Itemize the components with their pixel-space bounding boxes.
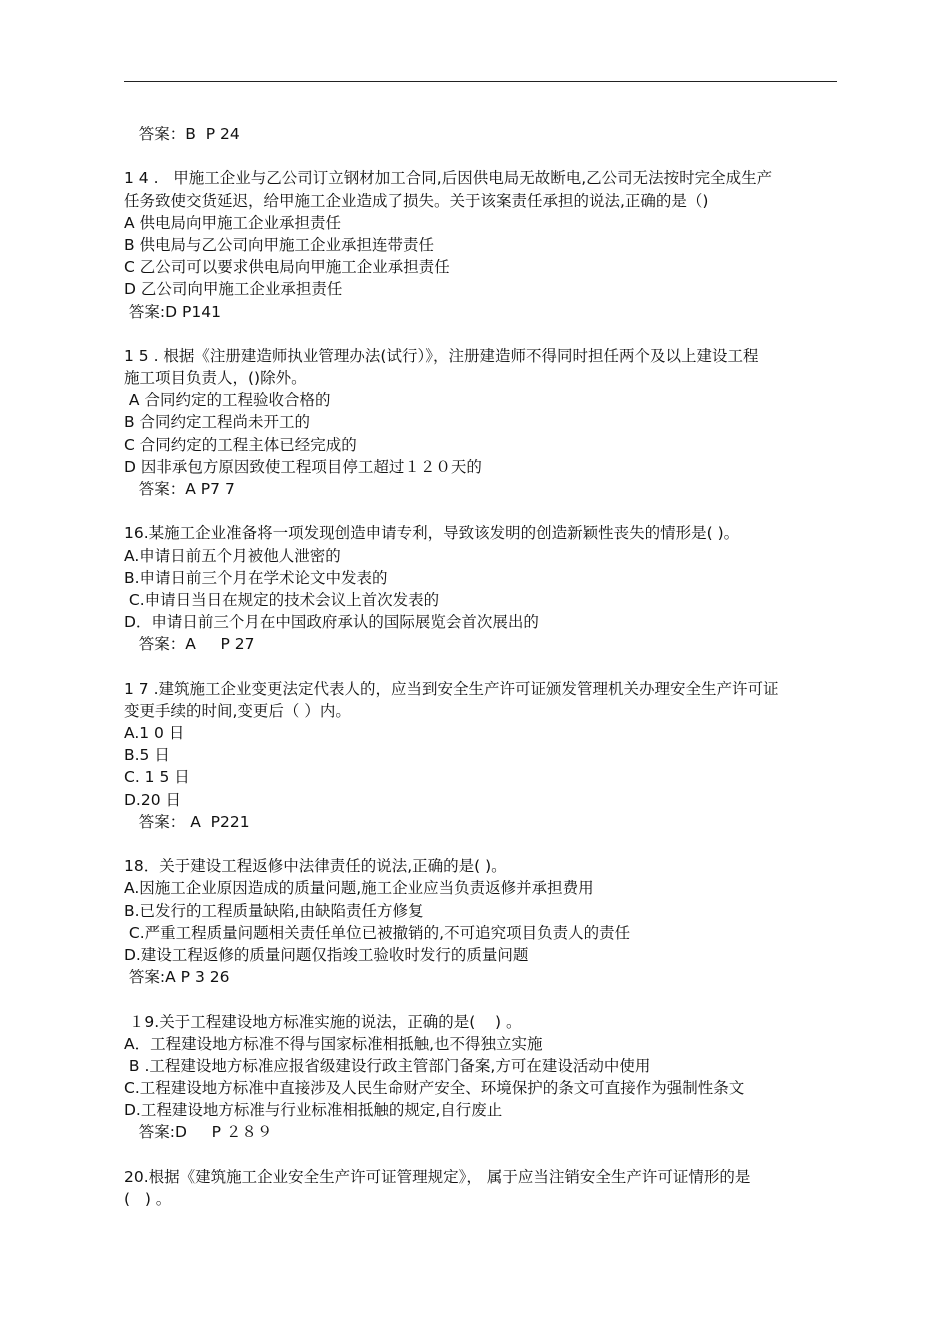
text-line: 答案：B P 24 — [124, 125, 240, 143]
text-line: 任务致使交货延迟，给甲施工企业造成了损失。关于该案责任承担的说法,正确的是（) — [124, 191, 709, 210]
question-block — [124, 522, 840, 655]
text-line: A 合同约定的工程验收合格的 — [124, 391, 331, 410]
question-block — [124, 678, 840, 833]
answer-block — [124, 123, 840, 145]
text-line: 答案:D P ２８９ — [124, 1123, 273, 1142]
text-line: A.1 0 日 — [124, 724, 185, 743]
text-line: D．申请日前三个月在中国政府承认的国际展览会首次展出的 — [124, 613, 539, 632]
text-line: 1 4 . 甲施工企业与乙公司订立钢材加工合同,后因供电局无故断电,乙公司无法按时完全成生产 — [124, 169, 773, 188]
header-rule — [124, 81, 837, 82]
text-line: B.已发行的工程质量缺陷,由缺陷责任方修复 — [124, 901, 424, 920]
text-line: 1 5 . 根据《注册建造师执业管理办法(试行）》，注册建造师不得同时担任两个及以上建设工程 — [124, 346, 759, 365]
text-line: B 供电局与乙公司向甲施工企业承担连带责任 — [124, 235, 435, 254]
text-line: 答案： A P221 — [124, 812, 250, 831]
question-block — [124, 1011, 840, 1144]
text-line: 18．关于建设工程返修中法律责任的说法,正确的是( )。 — [124, 857, 507, 876]
question-block — [124, 855, 840, 988]
paragraph-gap — [124, 833, 840, 855]
text-line: B .工程建设地方标准应报省级建设行政主管部门备案,方可在建设活动中使用 — [124, 1056, 651, 1075]
paragraph-gap — [124, 988, 840, 1010]
text-line: 答案：A P7 7 — [124, 480, 235, 498]
text-line: A.申请日前五个月被他人泄密的 — [124, 546, 341, 565]
text-line: C. 1 5 日 — [124, 768, 190, 787]
paragraph-gap — [124, 145, 840, 167]
paragraph-gap — [124, 1144, 840, 1166]
paragraph-gap — [124, 500, 840, 522]
text-line: D.工程建设地方标准与行业标准相抵触的规定,自行废止 — [124, 1101, 503, 1120]
text-line: C.申请日当日在规定的技术会议上首次发表的 — [124, 590, 440, 609]
question-block — [124, 1166, 840, 1210]
document-body — [124, 123, 840, 1210]
text-line: A．工程建设地方标准不得与国家标准相抵触,也不得独立实施 — [124, 1034, 543, 1053]
text-line: ( ) 。 — [124, 1190, 172, 1208]
text-line: D.建设工程返修的质量问题仅指竣工验收时发行的质量问题 — [124, 945, 529, 964]
text-line: 16.某施工企业准备将一项发现创造申请专利，导致该发明的创造新颖性丧失的情形是( )。 — [124, 524, 740, 543]
text-line: D 因非承包方原因致使工程项目停工超过１２０天的 — [124, 457, 482, 476]
text-line: 施工项目负责人，()除外。 — [124, 369, 307, 388]
text-line: 20.根据《建筑施工企业安全生产许可证管理规定》， 属于应当注销安全生产许可证情形的是 — [124, 1167, 751, 1186]
text-line: C 乙公司可以要求供电局向甲施工企业承担责任 — [124, 258, 450, 277]
text-line: C.工程建设地方标准中直接涉及人民生命财产安全、环境保护的条文可直接作为强制性条文 — [124, 1079, 745, 1098]
text-line: B.申请日前三个月在学术论文中发表的 — [124, 568, 388, 587]
text-line: 答案：A P 27 — [124, 635, 255, 654]
text-line: １9.关于工程建设地方标准实施的说法，正确的是( ) 。 — [124, 1012, 522, 1031]
paragraph-gap — [124, 656, 840, 678]
text-line: B.5 日 — [124, 746, 170, 765]
question-block — [124, 167, 840, 322]
text-line: C 合同约定的工程主体已经完成的 — [124, 435, 357, 454]
text-line: 1 7 .建筑施工企业变更法定代表人的，应当到安全生产许可证颁发管理机关办理安全生产许可证 — [124, 679, 779, 698]
text-line: 变更手续的时间,变更后（ ）内。 — [124, 701, 351, 720]
text-line: A 供电局向甲施工企业承担责任 — [124, 213, 342, 232]
text-line: A.因施工企业原因造成的质量问题,施工企业应当负责返修并承担费用 — [124, 879, 594, 898]
text-line: D 乙公司向甲施工企业承担责任 — [124, 280, 343, 299]
text-line: 答案:A P 3 26 — [124, 968, 230, 987]
question-block — [124, 345, 840, 500]
text-line: 答案:D P141 — [124, 302, 221, 321]
text-line: D.20 日 — [124, 790, 182, 809]
text-line: C.严重工程质量问题相关责任单位已被撤销的,不可追究项目负责人的责任 — [124, 923, 631, 942]
text-line: B 合同约定工程尚未开工的 — [124, 413, 311, 432]
paragraph-gap — [124, 323, 840, 345]
